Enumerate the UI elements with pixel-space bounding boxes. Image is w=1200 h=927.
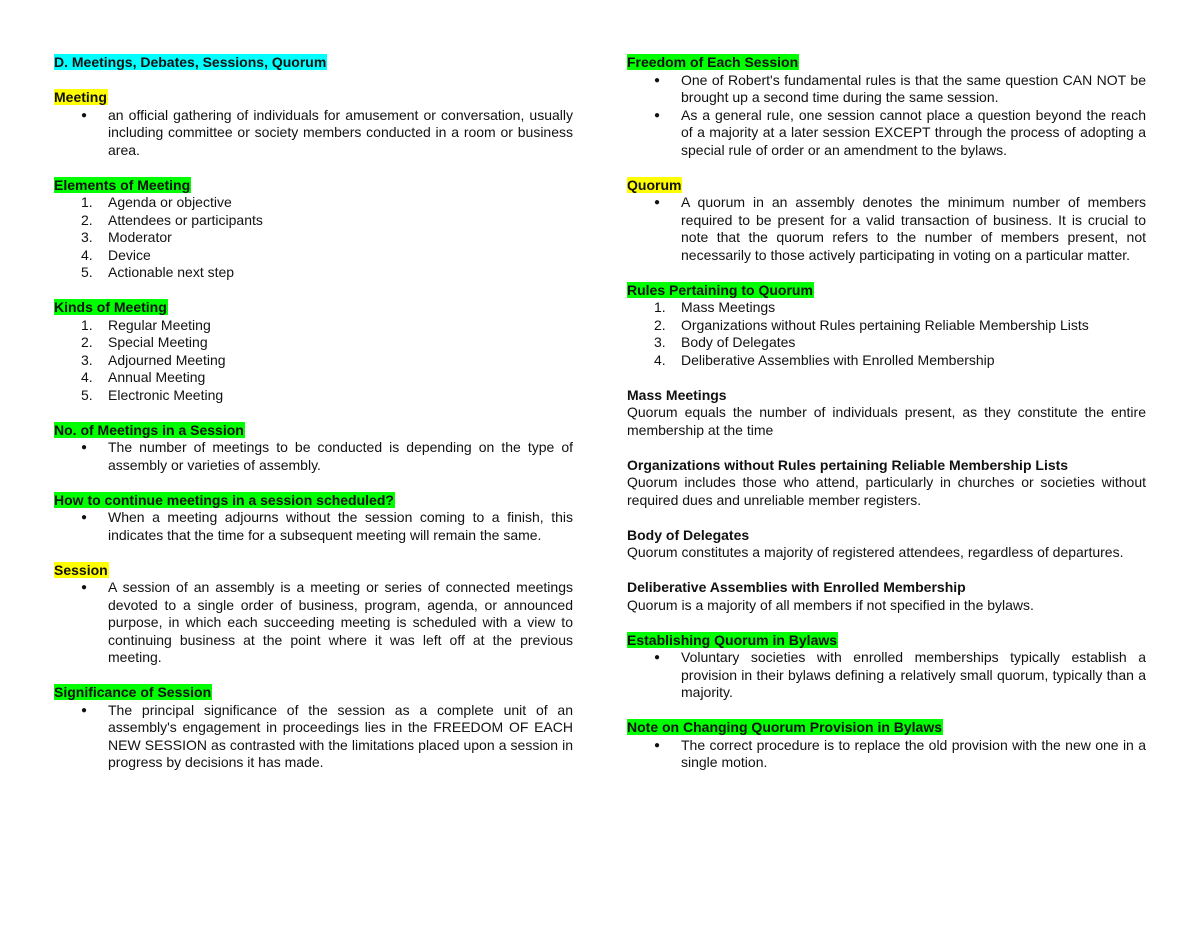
list-item: 3. Adjourned Meeting bbox=[81, 351, 226, 368]
bullet-icon: ● bbox=[654, 197, 661, 208]
list-item: ● Voluntary societies with enrolled memberships typically establish a provision in their bylaws defining a relatively small quorum, typically than a majority. bbox=[654, 649, 1146, 700]
bullet-list bbox=[627, 737, 1146, 772]
bullet-icon: ● bbox=[81, 704, 88, 716]
left-column bbox=[54, 54, 573, 789]
section-rules-pertaining-to-quorum bbox=[627, 282, 1146, 370]
section-kinds-of-meeting bbox=[54, 299, 573, 404]
bullet-list bbox=[627, 72, 1146, 160]
subsection-title: Deliberative Assemblies with Enrolled Membership bbox=[627, 579, 966, 595]
section-heading: Kinds of Meeting bbox=[54, 299, 167, 315]
bullet-icon: ● bbox=[654, 109, 661, 121]
list-item: 2. Organizations without Rules pertaining Reliable Membership Lists bbox=[654, 316, 1089, 333]
bullet-list bbox=[54, 579, 573, 667]
bullet-icon: ● bbox=[654, 74, 661, 86]
section-heading: Session bbox=[54, 561, 108, 578]
list-item: ● an official gathering of individuals for amusement or conversation, usually including committee or society members conducted in a room or business area. bbox=[81, 106, 573, 158]
list-item: 1. Mass Meetings bbox=[654, 299, 776, 315]
section-heading: Quorum bbox=[627, 176, 682, 193]
list-item: 2. Special Meeting bbox=[81, 334, 208, 350]
bullet-list bbox=[54, 509, 573, 544]
document-title: D. Meetings, Debates, Sessions, Quorum bbox=[54, 54, 327, 70]
section-no-of-meetings bbox=[54, 422, 573, 475]
section-heading: How to continue meetings in a session scheduled? bbox=[54, 491, 394, 508]
list-item: 4. Device bbox=[81, 246, 151, 263]
list-item: ● When a meeting adjourns without the session coming to a finish, this indicates that the time for a subsequent meeting will remain the same. bbox=[81, 509, 573, 543]
bullet-icon: ● bbox=[654, 652, 661, 663]
section-session bbox=[54, 562, 573, 667]
list-item: ● The correct procedure is to replace the old provision with the new one in a single motion. bbox=[654, 736, 1146, 770]
list-item: 5. Electronic Meeting bbox=[81, 386, 224, 403]
section-significance-of-session bbox=[54, 684, 573, 772]
section-meeting bbox=[54, 89, 573, 159]
list-item: 2. Attendees or participants bbox=[81, 211, 263, 228]
bullet-icon: ● bbox=[81, 109, 88, 121]
document-title-block bbox=[54, 54, 573, 72]
section-heading: Rules Pertaining to Quorum bbox=[627, 281, 813, 298]
bullet-list bbox=[54, 702, 573, 772]
numbered-list bbox=[627, 299, 1146, 369]
list-item: 4. Deliberative Assemblies with Enrolled Membership bbox=[654, 351, 995, 368]
section-heading: Significance of Session bbox=[54, 684, 212, 700]
list-item: 1. Agenda or objective bbox=[81, 194, 232, 210]
section-changing-quorum bbox=[627, 719, 1146, 772]
section-deliberative-assemblies bbox=[627, 579, 1146, 614]
subsection-text: Quorum equals the number of individuals present, as they constitute the entire membership at the time bbox=[627, 404, 1146, 438]
section-elements-of-meeting bbox=[54, 177, 573, 282]
list-item: ● The number of meetings to be conducted is depending on the type of assembly or varieties of assembly. bbox=[81, 439, 573, 473]
section-heading: Note on Changing Quorum Provision in Bylaws bbox=[627, 719, 943, 735]
subsection-text: Quorum is a majority of all members if not specified in the bylaws. bbox=[627, 596, 1034, 613]
section-heading: Elements of Meeting bbox=[54, 176, 191, 193]
list-item: ● A session of an assembly is a meeting or series of connected meetings devoted to a single order of business, program, agenda, or announced purpose, in which each succeeding meeting is scheduled with a view to continuing business at the point where it was left off at the previous meeting. bbox=[81, 579, 573, 665]
bullet-list bbox=[54, 439, 573, 474]
section-establishing-quorum bbox=[627, 632, 1146, 702]
list-item: 4. Annual Meeting bbox=[81, 369, 206, 385]
list-item: 5. Actionable next step bbox=[81, 264, 235, 280]
bullet-icon: ● bbox=[81, 442, 88, 453]
bullet-list bbox=[627, 194, 1146, 264]
subsection-text: Quorum includes those who attend, particularly in churches or societies without required dues and unreliable member registers. bbox=[627, 474, 1146, 508]
subsection-title: Mass Meetings bbox=[627, 386, 727, 403]
bullet-list bbox=[54, 107, 573, 160]
section-organizations-without-rules bbox=[627, 457, 1146, 510]
bullet-list bbox=[627, 649, 1146, 702]
section-heading: Meeting bbox=[54, 89, 107, 105]
list-item: ● The principal significance of the session as a complete unit of an assembly's engagement in proceedings lies in the FREEDOM OF EACH NEW SESSION as contrasted with the limitations placed upon a session in progress by decisions it has made. bbox=[81, 701, 573, 770]
section-heading: No. of Meetings in a Session bbox=[54, 421, 244, 438]
subsection-text: Quorum constitutes a majority of registered attendees, regardless of departures. bbox=[627, 544, 1124, 560]
section-heading: Freedom of Each Session bbox=[627, 54, 799, 70]
section-quorum bbox=[627, 177, 1146, 265]
subsection-title: Body of Delegates bbox=[627, 526, 750, 543]
list-item: 3. Body of Delegates bbox=[654, 334, 796, 350]
list-item: ● One of Robert's fundamental rules is that the same question CAN NOT be brought up a second time during the same session. bbox=[654, 71, 1146, 105]
bullet-icon: ● bbox=[81, 512, 88, 523]
section-body-of-delegates bbox=[627, 527, 1146, 562]
section-how-to-continue bbox=[54, 492, 573, 545]
numbered-list bbox=[54, 194, 573, 282]
bullet-icon: ● bbox=[81, 582, 88, 593]
section-heading: Establishing Quorum in Bylaws bbox=[627, 631, 838, 648]
list-item: ● A quorum in an assembly denotes the minimum number of members required to be present for a valid transaction of business. It is crucial to note that the quorum refers to the number of members present, not necessarily to those actively participating in voting on a particular matter. bbox=[654, 194, 1146, 263]
list-item: ● As a general rule, one session cannot place a question beyond the reach of a majority at a later session EXCEPT through the process of adopting a special rule of order or an amendment to the bylaws. bbox=[654, 106, 1146, 158]
right-column bbox=[627, 54, 1146, 789]
bullet-icon: ● bbox=[654, 739, 661, 751]
list-item: 1. Regular Meeting bbox=[81, 316, 211, 333]
numbered-list bbox=[54, 317, 573, 405]
list-item: 3. Moderator bbox=[81, 229, 172, 245]
section-mass-meetings bbox=[627, 387, 1146, 440]
subsection-title: Organizations without Rules pertaining Reliable Membership Lists bbox=[627, 456, 1069, 473]
section-freedom-of-each-session bbox=[627, 54, 1146, 159]
